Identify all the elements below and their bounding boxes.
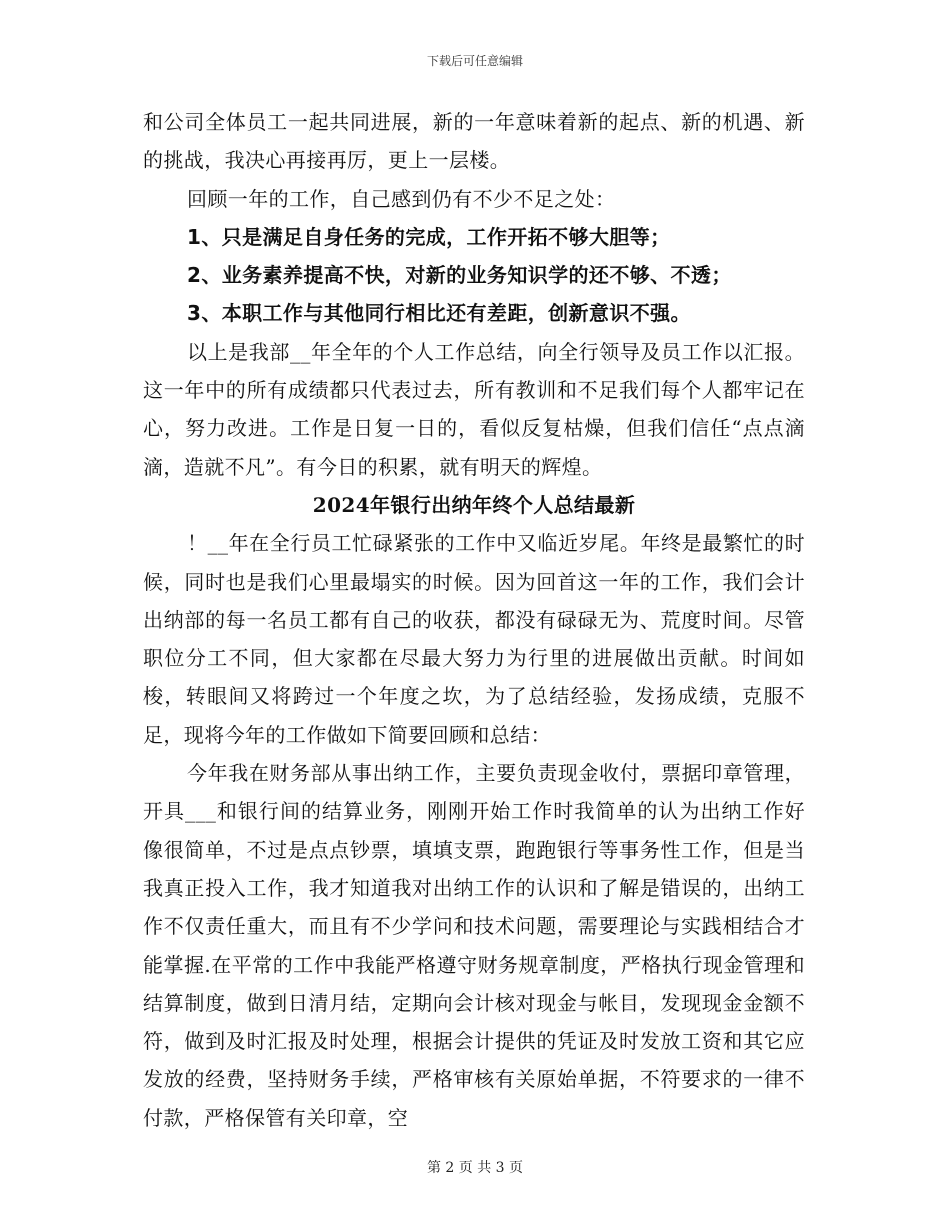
paragraph-year-end-intro: ！__年在全行员工忙碌紧张的工作中又临近岁尾。年终是最繁忙的时候，同时也是我们心里最塌实的时候。因为回首这一年的工作，我们会计出纳部的每一名员工都有自己的收获，都没有碌碌无为、荒度时间。尽管职位分工不同，但大家都在尽最大努力为行里的进展做出贡献。时间如梭，转眼间又将跨过一个年度之坎，为了总结经验，发扬成绩，克服不足，现将今年的工作做如下简要回顾和总结： [143,531,805,747]
shortcoming-item-3: 3、本职工作与其他同行相比还有差距，创新意识不强。 [187,301,691,326]
paragraph-continuation: 和公司全体员工一起共同进展，新的一年意味着新的起点、新的机遇、新的挑战，我决心再接再厉，更上一层楼。 [143,110,805,173]
page-header-note: 下载后可任意编辑 [426,54,523,68]
page-number-footer: 第 2 页 共 3 页 [426,1160,524,1176]
section-title: 2024年银行出纳年终个人总结最新 [312,492,636,517]
paragraph-cashier-work: 今年我在财务部从事出纳工作，主要负责现金收付，票据印章管理，开具___和银行间的结算业务，刚刚开始工作时我简单的认为出纳工作好像很简单，不过是点点钞票，填填支票，跑跑银行等事务性工作，但是当我真正投入工作，我才知道我对出纳工作的认识和了解是错误的，出纳工作不仅责任重大，而且有不少学问和技术问题，需要理论与实践相结合才能掌握.在平常的工作中我能严格遵守财务规章制度，严格执行现金管理和结算制度，做到日清月结，定期向会计核对现金与帐目，发现现金金额不符，做到及时汇报及时处理，根据会计提供的凭证及时发放工资和其它应发放的经费，坚持财务手续，严格审核有关原始单据，不符要求的一律不付款，严格保管有关印章，空 [143,761,805,1130]
document-body [143,103,805,1137]
shortcoming-item-1: 1、只是满足自身任务的完成，工作开拓不够大胆等； [187,224,671,249]
paragraph-conclusion: 以上是我部__年全年的个人工作总结，向全行领导及员工作以汇报。这一年中的所有成绩都只代表过去，所有教训和不足我们每个人都牢记在心，努力改进。工作是日复一日的，看似反复枯燥，但我们信任“点点滴滴，造就不凡”。有今日的积累，就有明天的辉煌。 [143,339,805,479]
shortcoming-item-2: 2、业务素养提高不快，对新的业务知识学的还不够、不透； [187,263,732,288]
paragraph-review-intro: 回顾一年的工作，自己感到仍有不少不足之处： [187,186,616,211]
